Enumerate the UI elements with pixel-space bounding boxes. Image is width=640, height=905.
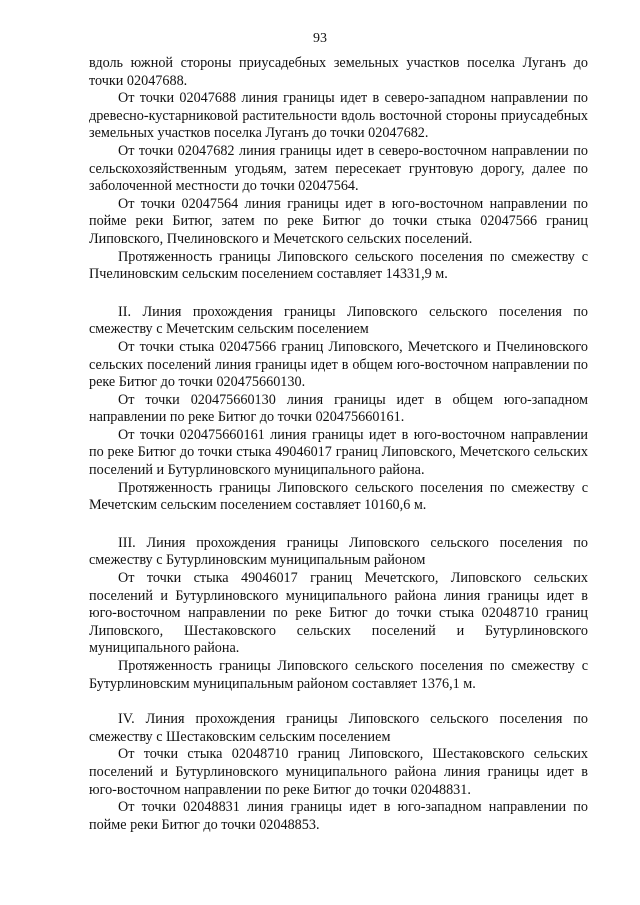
length-statement: Протяженность границы Липовского сельского поселения по смежеству с Мечетским сельским поселением составляет 10160,6 м. xyxy=(89,479,588,514)
paragraph: От точки 02047682 линия границы идет в северо-восточном направлении по сельскохозяйственным угодьям, затем пересекает грунтовую дорогу, далее по заболоченной местности до точки 02047564. xyxy=(89,142,588,195)
section-spacer xyxy=(89,693,588,711)
section-heading-2: II. Линия прохождения границы Липовского сельского поселения по смежеству с Мечетским сельским поселением xyxy=(89,303,588,338)
paragraph: От точки стыка 49046017 границ Мечетского, Липовского сельских поселений и Бутурлиновского муниципального района линия границы идет в юго-восточном направлении по реке Битюг до точки стыка 02048710 границ Липовского, Шестаковского сельских поселений и Бутурлиновского муниципального района. xyxy=(89,570,588,657)
paragraph: От точки 02048831 линия границы идет в юго-западном направлении по пойме реки Битюг до точки 02048853. xyxy=(89,799,588,833)
section-spacer xyxy=(89,284,588,304)
section-spacer xyxy=(89,515,588,535)
paragraph: От точки стыка 02048710 границ Липовского, Шестаковского сельских поселений и Бутурлиновского муниципального района линия границы идет в юго-восточном направлении по реке Битюг до точки 02048831. xyxy=(89,746,588,798)
paragraph: От точки 020475660130 линия границы идет в общем юго-западном направлении по реке Битюг до точки 020475660161. xyxy=(89,391,588,426)
length-statement: Протяженность границы Липовского сельского поселения по смежеству с Пчелиновским сельским поселением составляет 14331,9 м. xyxy=(89,248,588,283)
section-heading-3: III. Линия прохождения границы Липовского сельского поселения по смежеству с Бутурлиновским муниципальным районом xyxy=(89,534,588,569)
paragraph: От точки 02047688 линия границы идет в северо-западном направлении по древесно-кустарниковой растительности вдоль восточной стороны приусадебных земельных участков поселка Луганъ до точки 02047682. xyxy=(89,90,588,142)
length-statement: Протяженность границы Липовского сельского поселения по смежеству с Бутурлиновским муниципальным районом составляет 1376,1 м. xyxy=(89,658,588,692)
paragraph: От точки 020475660161 линия границы идет в юго-восточном направлении по реке Битюг до точки стыка 49046017 границ Липовского, Мечетского сельских поселений и Бутурлиновского муниципального района. xyxy=(89,426,588,479)
document-body xyxy=(89,55,588,834)
paragraph: От точки стыка 02047566 границ Липовского, Мечетского и Пчелиновского сельских поселений линия границы идет в общем юго-восточном направлении по реке Битюг до точки 020475660130. xyxy=(89,338,588,391)
section-heading-4: IV. Линия прохождения границы Липовского сельского поселения по смежеству с Шестаковским сельским поселением xyxy=(89,711,588,745)
paragraph-continuation: вдоль южной стороны приусадебных земельных участков поселка Луганъ до точки 02047688. xyxy=(89,55,588,89)
page-number: 93 xyxy=(313,31,327,46)
paragraph: От точки 02047564 линия границы идет в юго-восточном направлении по пойме реки Битюг, затем по реке Битюг до точки стыка 02047566 границ Липовского, Пчелиновского и Мечетского сельских поселений. xyxy=(89,195,588,247)
